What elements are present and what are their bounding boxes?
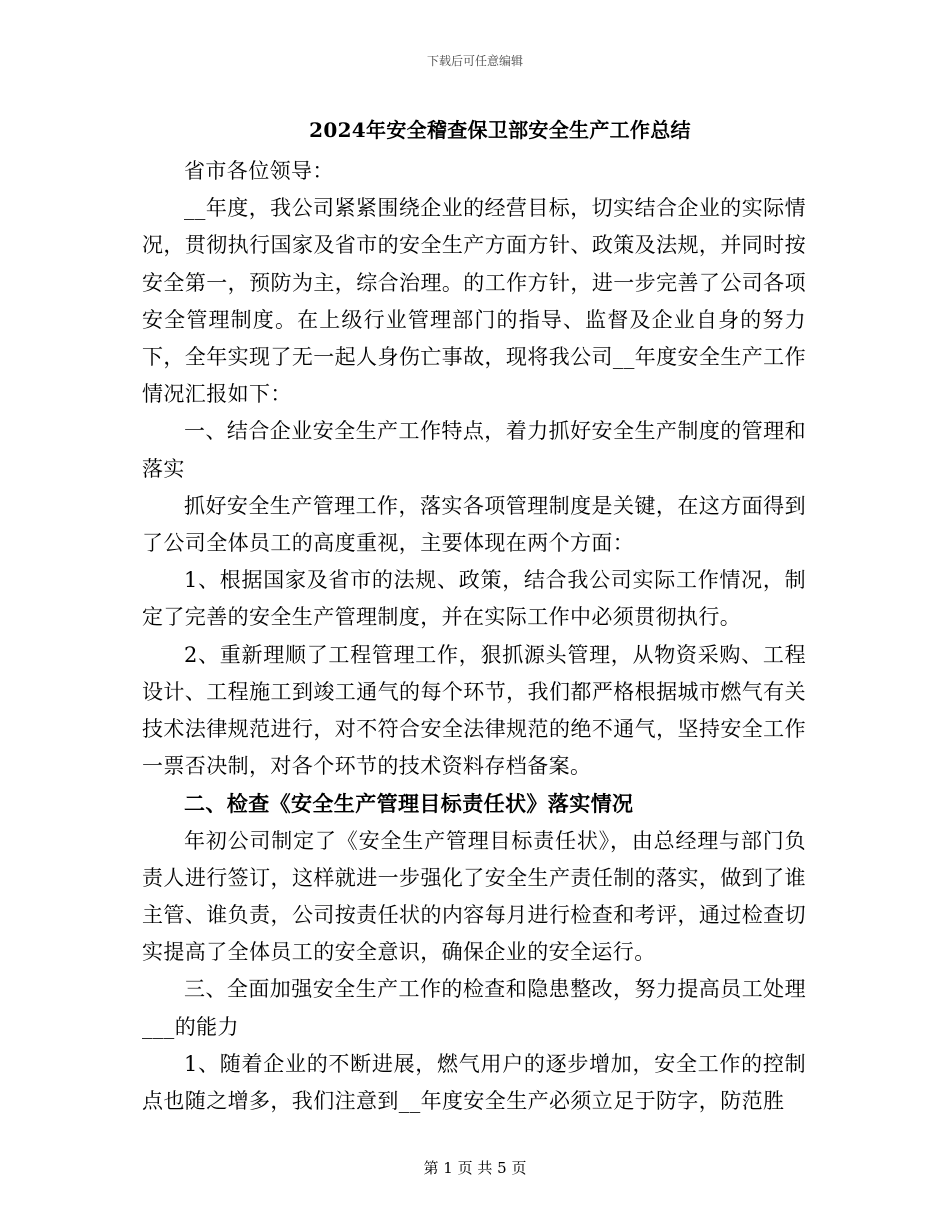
- section-heading-3: 三、全面加强安全生产工作的检查和隐患整改，努力提高员工处理___的能力: [142, 977, 806, 1039]
- list-item-1: 1、根据国家及省市的法规、政策，结合我公司实际工作情况，制定了完善的安全生产管理制度，并在实际工作中必须贯彻执行。: [142, 568, 806, 630]
- list-item-2: 2、重新理顺了工程管理工作，狠抓源头管理，从物资采购、工程设计、工程施工到竣工通气的每个环节，我们都严格根据城市燃气有关技术法律规范进行，对不符合安全法律规范的绝不通气，坚持安全工作一票否决制，对各个环节的技术资料存档备案。: [142, 642, 806, 779]
- page-number: 第 1 页 共 5 页: [423, 1159, 527, 1177]
- body-paragraph: 抓好安全生产管理工作，落实各项管理制度是关键，在这方面得到了公司全体员工的高度重视，主要体现在两个方面：: [142, 493, 806, 556]
- section-heading-2: 二、检查《安全生产管理目标责任状》落实情况: [184, 791, 634, 817]
- section-heading-1: 一、结合企业安全生产工作特点，着力抓好安全生产制度的管理和落实: [142, 419, 806, 481]
- document-body: [142, 153, 806, 1120]
- salutation: 省市各位领导：: [184, 159, 334, 183]
- body-paragraph: 年初公司制定了《安全生产管理目标责任状》，由总经理与部门负责人进行签订，这样就进一步强化了安全生产责任制的落实，做到了谁主管、谁负责，公司按责任状的内容每月进行检查和考评，通过检查切实提高了全体员工的安全意识，确保企业的安全运行。: [142, 828, 806, 965]
- header-note: 下载后可任意编辑: [426, 54, 523, 68]
- intro-paragraph: __年度，我公司紧紧围绕企业的经营目标，切实结合企业的实际情况，贯彻执行国家及省市的安全生产方面方针、政策及法规，并同时按安全第一，预防为主，综合治理。的工作方针，进一步完善了公司各项安全管理制度。在上级行业管理部门的指导、监督及企业自身的努力下，全年实现了无一起人身伤亡事故，现将我公司__年度安全生产工作情况汇报如下：: [142, 196, 806, 407]
- list-item-1: 1、随着企业的不断进展，燃气用户的逐步增加，安全工作的控制点也随之增多，我们注意到__年度安全生产必须立足于防字，防范胜: [142, 1051, 806, 1114]
- document-title: 2024年安全稽查保卫部安全生产工作总结: [309, 118, 691, 142]
